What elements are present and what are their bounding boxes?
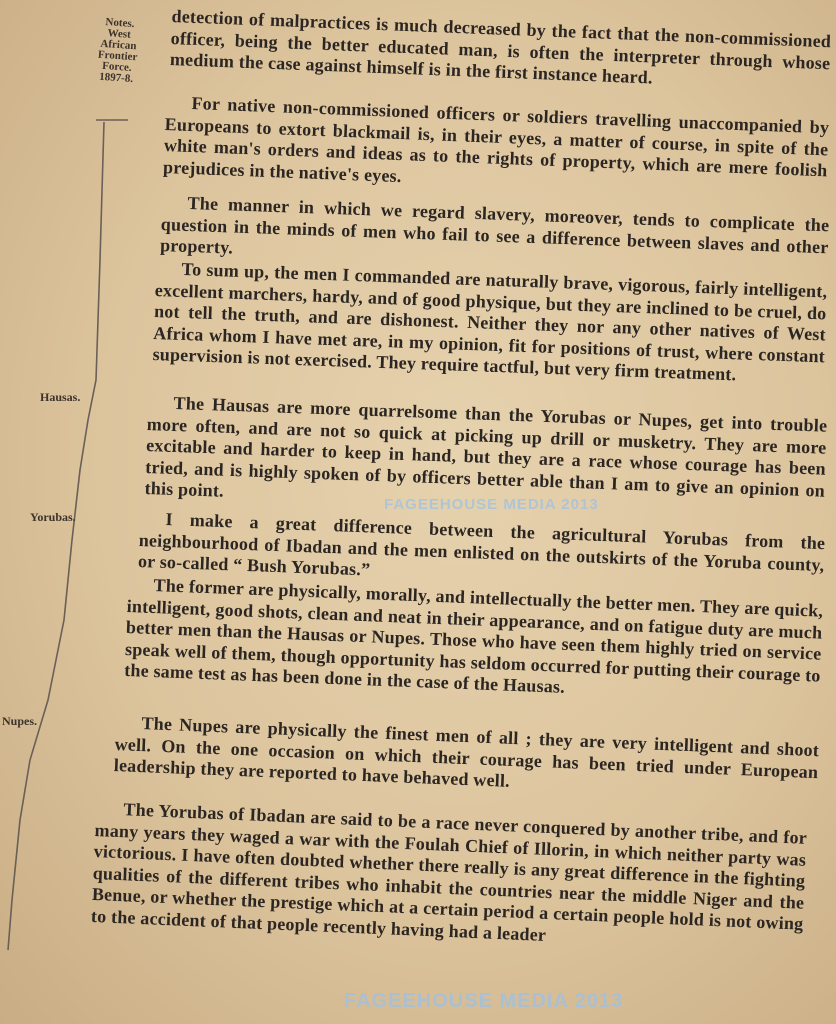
paragraph: detection of malpractices is much decreased by the fact that the non-commissioned officer, being the better educated man, is often the interpreter through whose medium the case against himself is in the first instance heard. bbox=[169, 6, 832, 88]
margin-note-line: Notes. bbox=[105, 16, 135, 31]
margin-note-yorubas: Yorubas. bbox=[30, 510, 76, 524]
margin-note-hausas: Hausas. bbox=[40, 390, 81, 404]
paragraph: To sum up, the men I commanded are naturally brave, vigorous, fairly intelligent, excellent marchers, hardy, and of good physique, but they are inclined to be cruel, do not tell the truth, and are dishonest. Neither they nor any other natives of West Africa whom I have met are, in my opinion, fit for positions of trust, where constant supervision is not exercised. They require tactful, but very firm treatment. bbox=[152, 258, 828, 385]
paragraph: For native non-commissioned officers or soldiers travelling unaccompanied by Europeans to extort blackmail is, in their eyes, a matter of course, in spite of the white man's orders and ideas as to the rights of property, which are mere foolish prejudices in the native's eyes. bbox=[162, 92, 830, 186]
margin-note-line: African bbox=[100, 37, 137, 53]
margin-note-line: Force. bbox=[101, 59, 132, 74]
watermark: FAGEEHOUSE MEDIA 2013 bbox=[344, 990, 624, 1012]
margin-note-line: 1897-8. bbox=[98, 70, 134, 86]
paragraph: The Hausas are more quarrelsome than the Yorubas or Nupes, get into trouble more often, and are not so quick at picking up drill or musketry. They are more excitable and harder to keep in hand, but they are a race whose courage has been tried, and is highly spoken of by officers better able than I am to give an opinion on this point. bbox=[144, 392, 828, 502]
paragraph: The Nupes are physically the finest men of all ; they are very intelligent and shoot well. On the one occasion on which their courage has been tried under European leadership they are reported to have behaved well. bbox=[113, 713, 820, 792]
margin-note-line: Frontier bbox=[97, 48, 138, 64]
watermark: FAGEEHOUSE MEDIA 2013 bbox=[384, 496, 599, 513]
paragraph: I make a great difference between the agricultural Yorubas from the neighbourhood of Ibadan and the men enlisted on the outskirts of the Yoruba county, or so-called “ Bush Yorubas.” bbox=[137, 508, 826, 580]
margin-note-line: West bbox=[107, 27, 132, 41]
paragraph: The Yorubas of Ibadan are said to be a race never conquered by another tribe, and for many years they waged a war with the Foulah Chief of Illorin, in which neither party was victorious. I have often doubted whether there really is any great difference in the fighting qualities of the different tribes who inhabit the countries near the middle Niger and the Benue, or whether the prestige which at a certain period a certain people hold is not owing to the accident of that people recently having had a leader bbox=[90, 799, 808, 945]
paragraph: The manner in which we regard slavery, moreover, tends to complicate the question in the minds of men who fail to see a difference between slaves and other property. bbox=[159, 192, 830, 258]
paragraph: The former are physically, morally, and intellectually the better men. They are quick, intelligent, good shots, clean and neat in their appearance, and on fatigue duty are much better men than the Hausas or Nupes. Those who have seen them highly tried on service speak well of them, though opportunity has seldom occurred for putting their courage to the same test as has been done in the case of the Hausas. bbox=[123, 574, 824, 698]
margin-note-nupes: Nupes. bbox=[2, 714, 38, 728]
